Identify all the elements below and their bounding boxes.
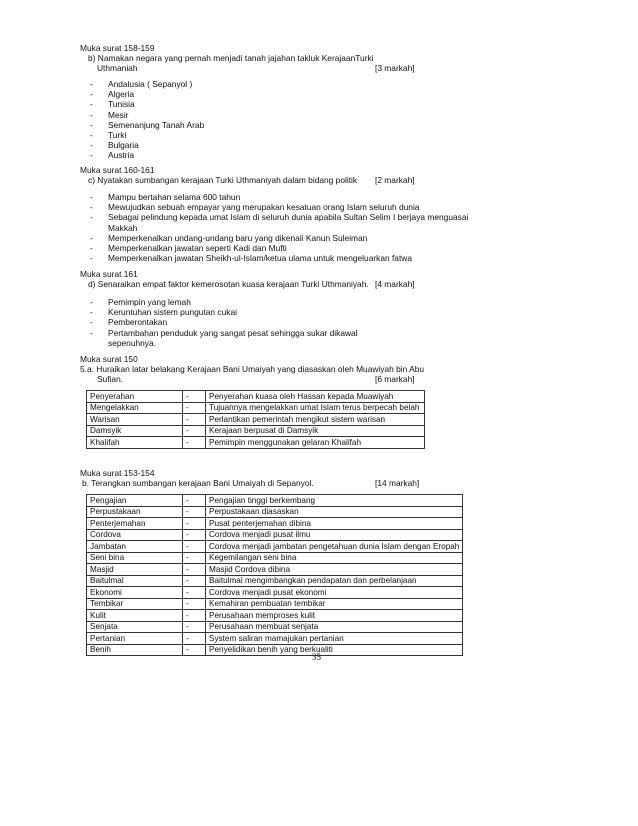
description-cell: Penyelidikan benih yang berkualiti — [206, 644, 463, 656]
dash-cell: - — [183, 414, 206, 426]
term-cell: Damsyik — [87, 425, 183, 437]
description-cell: Perpustakaan diasaskan — [206, 506, 463, 518]
list-item: - Turki — [90, 129, 127, 140]
dash-cell: - — [183, 644, 206, 656]
description-cell: Tujuannya mengelakkan umat Islam terus berpecah belah — [206, 402, 425, 414]
description-cell: Kegemilangan seni bina — [206, 552, 463, 564]
list-item: - Pemberontakan — [90, 317, 168, 328]
list-item: - Mampu bertahan selama 600 tahun — [90, 192, 241, 202]
list-item: - Andalusia ( Sepanyol ) — [90, 79, 193, 89]
term-cell: Tembikar — [87, 598, 183, 610]
answer-list — [90, 298, 358, 349]
dash-cell: - — [183, 564, 206, 576]
dash-cell: - — [183, 541, 206, 553]
term-cell: Warisan — [87, 414, 183, 426]
list-item: - Keruntuhan sistem pungutan cukai — [90, 307, 237, 318]
term-cell: Mengelakkan — [87, 402, 183, 414]
question-text-continued: Sufian. — [97, 374, 124, 384]
term-cell: Jambatan — [87, 541, 183, 553]
question-text: c) Nyatakan sumbangan kerajaan Turki Uthmaniyah dalam bidang politik — [88, 175, 358, 185]
list-item: - Algeria — [90, 89, 135, 100]
answer-list — [90, 193, 468, 264]
term-cell: Seni bina — [87, 552, 183, 564]
list-item: - Sebagai pelindung kepada umat Islam di seluruh dunia apabila Sultan Selim I berjaya menguasai — [90, 212, 469, 223]
dash-cell: - — [183, 610, 206, 622]
question-text: b) Namakan negara yang pernah menjadi tanah jajahan takluk KerajaanTurki — [88, 53, 374, 63]
dash-cell: - — [183, 621, 206, 633]
question-text: b. Terangkan sumbangan kerajaan Bani Umaiyah di Sepanyol. — [82, 478, 314, 488]
dash-cell: - — [183, 495, 206, 507]
list-item: - Semenanjung Tanah Arab — [90, 119, 205, 130]
table-row — [87, 564, 463, 576]
table-row — [87, 621, 463, 633]
dash-cell: - — [183, 598, 206, 610]
list-item: - Mesir — [90, 109, 129, 120]
table-row — [87, 391, 425, 403]
dash-cell: - — [183, 506, 206, 518]
dash-cell: - — [183, 425, 206, 437]
dash-cell: - — [183, 529, 206, 541]
description-cell: Kerajaan berpusat di Damsyik — [206, 425, 425, 437]
table-row — [87, 575, 463, 587]
table-row — [87, 495, 463, 507]
page-number: 35 — [312, 652, 321, 662]
table-row — [87, 541, 463, 553]
question-text: d) Senaraikan empat faktor kemerosotan kuasa kerajaan Turki Uthmaniyah. — [88, 279, 369, 289]
term-cell: Pertanian — [87, 633, 183, 645]
list-item: - Mewujudkan sebuah empayar yang merupakan kesatuan orang Islam seluruh dunia — [90, 202, 420, 213]
description-cell: Masjid Cordova dibina — [206, 564, 463, 576]
marks-label: [3 markah] — [375, 63, 415, 73]
dash-cell: - — [183, 552, 206, 564]
term-cell: Penyerahan — [87, 391, 183, 403]
table-row — [87, 610, 463, 622]
term-cell: Perpustakaan — [87, 506, 183, 518]
term-cell: Ekonomi — [87, 587, 183, 599]
list-item: - Memperkenalkan jawatan seperti Kadi dan Mufti — [90, 242, 287, 253]
answer-table — [86, 390, 425, 449]
list-item: - Pemimpin yang lemah — [90, 297, 191, 307]
description-cell: System saliran mamajukan pertanian — [206, 633, 463, 645]
description-cell: Baitulmal mengimbangkan pendapatan dan perbelanjaan — [206, 575, 463, 587]
table-body — [87, 391, 425, 449]
list-item: - Memperkenalkan undang-undang baru yang dikenali Kanun Suleiman — [90, 232, 368, 243]
page-reference: Muka surat 161 — [80, 269, 138, 279]
table-row — [87, 598, 463, 610]
description-cell: Penyerahan kuasa oleh Hassan kepada Muawiyah — [206, 391, 425, 403]
table-row — [87, 414, 425, 426]
term-cell: Pengajian — [87, 495, 183, 507]
table-row — [87, 518, 463, 530]
list-item: - Memperkenalkan jawatan Sheikh-ul-Islam/ketua ulama untuk mengeluarkan fatwa — [90, 253, 412, 264]
page-reference: Muka surat 153-154 — [80, 468, 155, 478]
marks-label: [4 markah] — [375, 279, 415, 289]
question-text: 5.a. Huraikan latar belakang Kerajaan Bani Umaiyah yang diasaskan oleh Muawiyah bin Abu — [80, 364, 425, 374]
description-cell: Perlantikan pemerintah mengikut sistem warisan — [206, 414, 425, 426]
answer-table — [86, 494, 463, 656]
table-row — [87, 425, 425, 437]
term-cell: Penterjemahan — [87, 518, 183, 530]
list-item: - Tunisia — [90, 99, 135, 110]
page-reference: Muka surat 158-159 — [80, 43, 155, 53]
table-row — [87, 506, 463, 518]
list-item: - Austria — [90, 150, 135, 161]
dash-cell: - — [183, 402, 206, 414]
term-cell: Masjid — [87, 564, 183, 576]
term-cell: Khalifah — [87, 437, 183, 449]
table-row — [87, 437, 425, 449]
table-row — [87, 402, 425, 414]
answer-list — [90, 80, 204, 162]
term-cell: Kulit — [87, 610, 183, 622]
marks-label: [6 markah] — [375, 374, 415, 384]
table-row — [87, 552, 463, 564]
description-cell: Pemimpin menggunakan gelaran Khalifah — [206, 437, 425, 449]
list-item: - Bulgaria — [90, 140, 139, 151]
table-row — [87, 633, 463, 645]
term-cell: Senjata — [87, 621, 183, 633]
description-cell: Cordova menjadi jambatan pengetahuan dunia Islam dengan Eropah — [206, 541, 463, 553]
marks-label: [2 markah] — [375, 175, 415, 185]
list-item-continued: sepenuhnya. — [108, 337, 156, 348]
description-cell: Perusahaan membuat senjata — [206, 621, 463, 633]
list-item-continued: Makkah — [108, 222, 138, 233]
description-cell: Pengajian tinggi berkembang — [206, 495, 463, 507]
table-row — [87, 587, 463, 599]
description-cell: Kemahiran pembuatan tembikar — [206, 598, 463, 610]
table-row — [87, 644, 463, 656]
page-reference: Muka surat 160-161 — [80, 165, 155, 175]
dash-cell: - — [183, 575, 206, 587]
table-row — [87, 529, 463, 541]
dash-cell: - — [183, 518, 206, 530]
dash-cell: - — [183, 391, 206, 403]
description-cell: Pusat penterjemahan dibina — [206, 518, 463, 530]
marks-label: [14 markah] — [375, 478, 420, 488]
question-text-continued: Uthmaniah — [97, 63, 138, 73]
description-cell: Cordova menjadi pusat ekonomi — [206, 587, 463, 599]
term-cell: Cordova — [87, 529, 183, 541]
dash-cell: - — [183, 633, 206, 645]
list-item: - Pertambahan penduduk yang sangat pesat sehingga sukar dikawal — [90, 327, 358, 338]
dash-cell: - — [183, 437, 206, 449]
term-cell: Baitulmal — [87, 575, 183, 587]
table-body — [87, 495, 463, 656]
description-cell: Cordova menjadi pusat ilmu — [206, 529, 463, 541]
dash-cell: - — [183, 587, 206, 599]
page-reference: Muka surat 150 — [80, 354, 138, 364]
description-cell: Perusahaan memproses kulit — [206, 610, 463, 622]
term-cell: Benih — [87, 644, 183, 656]
